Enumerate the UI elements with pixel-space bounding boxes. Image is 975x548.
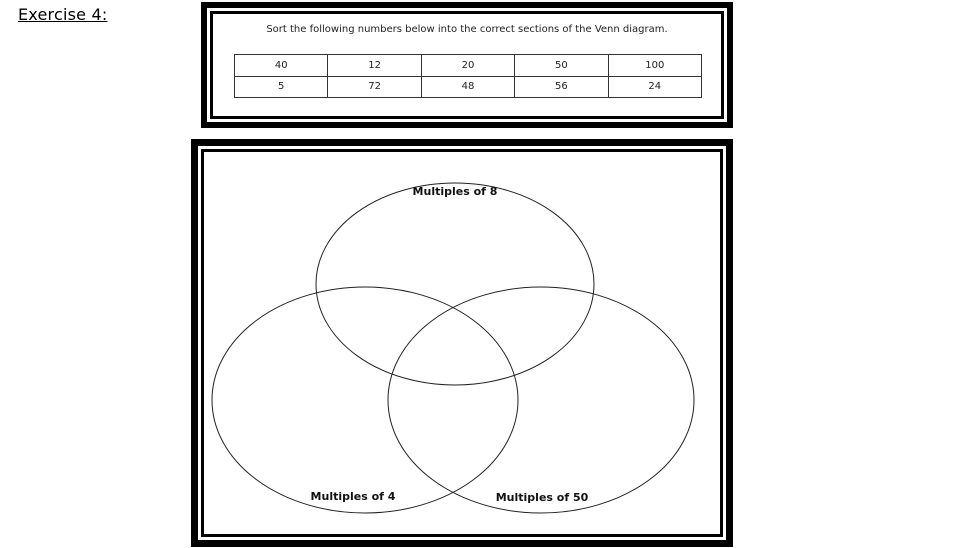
- number-cell: 12: [328, 55, 421, 77]
- number-cell: 20: [421, 55, 514, 77]
- numbers-table: [234, 54, 702, 98]
- venn-frame-gap: [198, 146, 726, 540]
- venn-panel: [191, 139, 733, 547]
- exercise-title: Exercise 4:: [18, 5, 108, 24]
- number-cell: 72: [328, 76, 421, 98]
- venn-label-multiples-of-4: Multiples of 4: [310, 490, 396, 503]
- venn-label-multiples-of-8: Multiples of 8: [412, 185, 498, 198]
- table-row: [235, 76, 702, 98]
- table-row: [235, 55, 702, 77]
- number-cell: 24: [608, 76, 701, 98]
- venn-circle-multiples-of-50: [388, 287, 694, 513]
- instructions-content: [213, 14, 721, 116]
- venn-circle-multiples-of-8: [316, 183, 594, 385]
- number-cell: 48: [421, 76, 514, 98]
- venn-frame-line: [201, 149, 723, 537]
- venn-diagram: [204, 152, 720, 534]
- number-cell: 5: [235, 76, 328, 98]
- number-cell: 40: [235, 55, 328, 77]
- venn-content: [204, 152, 720, 534]
- instructions-panel: [201, 2, 733, 128]
- instruction-text: Sort the following numbers below into the correct sections of the Venn diagram.: [266, 24, 668, 35]
- number-cell: 50: [515, 55, 608, 77]
- number-cell: 100: [608, 55, 701, 77]
- instructions-frame-line: [210, 11, 724, 119]
- venn-circle-multiples-of-4: [212, 287, 518, 513]
- instructions-frame-gap: [207, 8, 727, 122]
- venn-label-multiples-of-50: Multiples of 50: [495, 491, 589, 504]
- number-cell: 56: [515, 76, 608, 98]
